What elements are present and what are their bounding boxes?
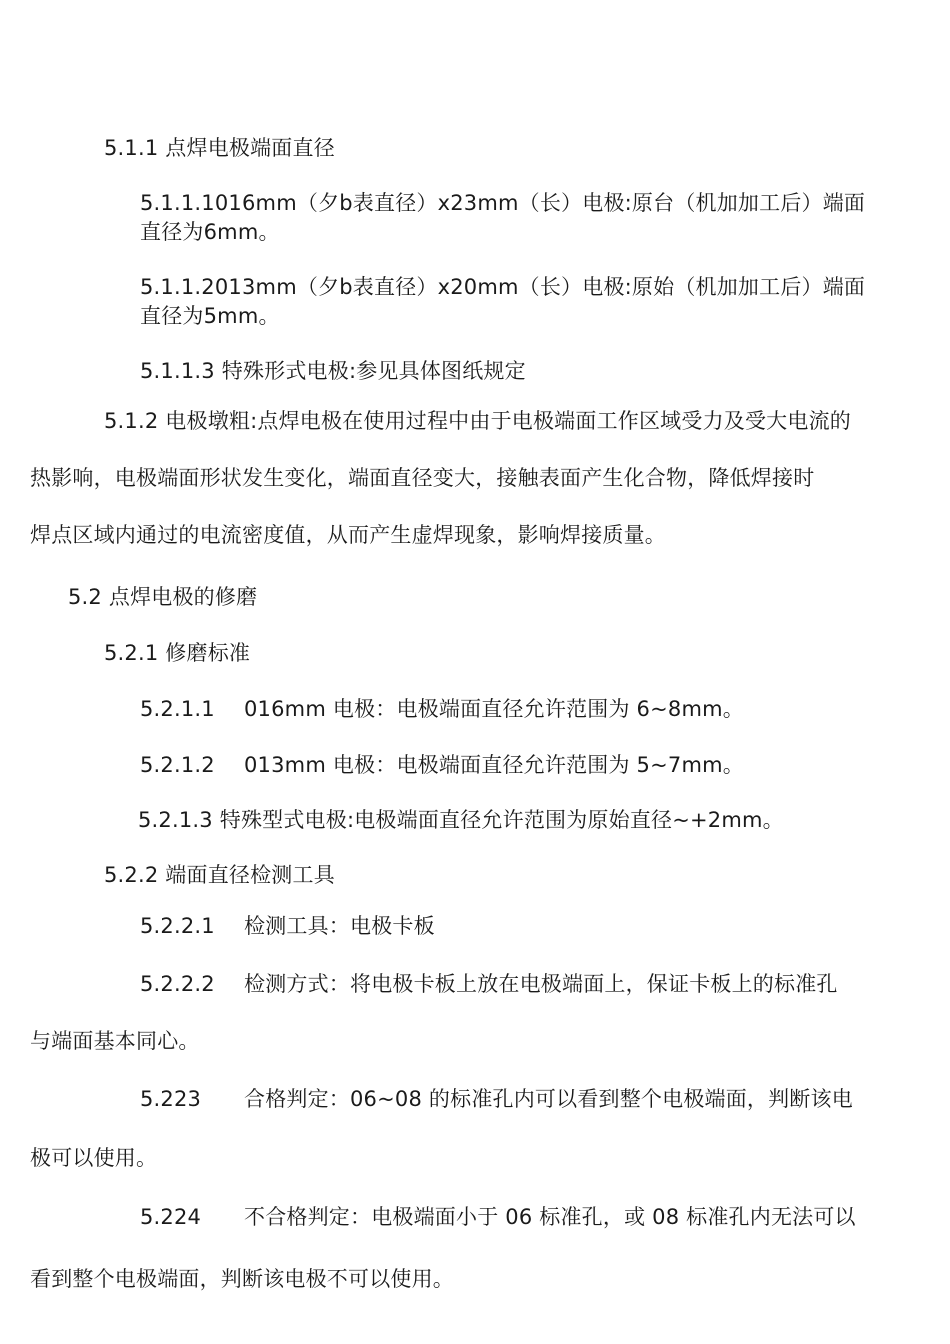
- section-5-1-1-2-line1: 5.1.1.2013mm（夕b表直径）x20mm（长）电极:原始（机加加工后）端面: [140, 275, 866, 299]
- section-5-1-1-2-line2: 直径为5mm。: [140, 304, 280, 328]
- section-text: 检测方式：将电极卡板上放在电极端面上，保证卡板上的标准孔: [244, 972, 838, 996]
- section-text: 不合格判定：电极端面小于 06 标准孔，或 08 标准孔内无法可以: [244, 1205, 856, 1229]
- section-5-1-2-line2: 热影响，电极端面形状发生变化，端面直径变大，接触表面产生化合物，降低焊接时: [30, 466, 815, 490]
- section-number: 5.2.1.1: [140, 697, 215, 721]
- section-text: 合格判定：06~08 的标准孔内可以看到整个电极端面，判断该电: [244, 1087, 853, 1111]
- section-5-2-1-1: [140, 695, 744, 723]
- section-text: 013mm 电极：电极端面直径允许范围为 5~7mm。: [244, 753, 744, 777]
- section-5-2-heading: 5.2 点焊电极的修磨: [68, 585, 258, 609]
- section-5-2-1-3: 5.2.1.3 特殊型式电极:电极端面直径允许范围为原始直径~+2mm。: [138, 808, 784, 832]
- section-5-1-1-1-line2: 直径为6mm。: [140, 220, 280, 244]
- section-5-1-1-3: 5.1.1.3 特殊形式电极:参见具体图纸规定: [140, 359, 526, 383]
- section-5-2-1-heading: 5.2.1 修磨标准: [104, 641, 251, 665]
- section-number: 5.2.1.2: [140, 753, 215, 777]
- section-5-2-2-3-line1: [140, 1085, 853, 1113]
- section-5-1-1-1-line1: 5.1.1.1016mm（夕b表直径）x23mm（长）电极:原台（机加加工后）端面: [140, 191, 866, 215]
- section-number: 5.2.2.1: [140, 914, 215, 938]
- section-5-2-2-3-line2: 极可以使用。: [30, 1146, 158, 1170]
- section-5-2-2-2-line1: [140, 970, 838, 998]
- section-5-2-1-2: [140, 751, 744, 779]
- section-text: 016mm 电极：电极端面直径允许范围为 6~8mm。: [244, 697, 744, 721]
- section-5-2-2-1: [140, 912, 435, 940]
- section-5-1-2-line3: 焊点区域内通过的电流密度值，从而产生虚焊现象，影响焊接质量。: [30, 523, 666, 547]
- section-number: 5.224: [140, 1205, 202, 1229]
- section-5-2-2-heading: 5.2.2 端面直径检测工具: [104, 863, 335, 887]
- section-5-2-2-4-line1: [140, 1203, 856, 1231]
- section-number: 5.2.2.2: [140, 972, 215, 996]
- section-5-2-2-4-line2: 看到整个电极端面，判断该电极不可以使用。: [30, 1267, 454, 1291]
- section-5-1-2-line1: 5.1.2 电极墩粗:点焊电极在使用过程中由于电极端面工作区域受力及受大电流的: [104, 409, 851, 433]
- section-5-1-1-heading: 5.1.1 点焊电极端面直径: [104, 136, 335, 160]
- section-5-2-2-2-line2: 与端面基本同心。: [30, 1029, 200, 1053]
- section-text: 检测工具：电极卡板: [244, 914, 435, 938]
- section-number: 5.223: [140, 1087, 202, 1111]
